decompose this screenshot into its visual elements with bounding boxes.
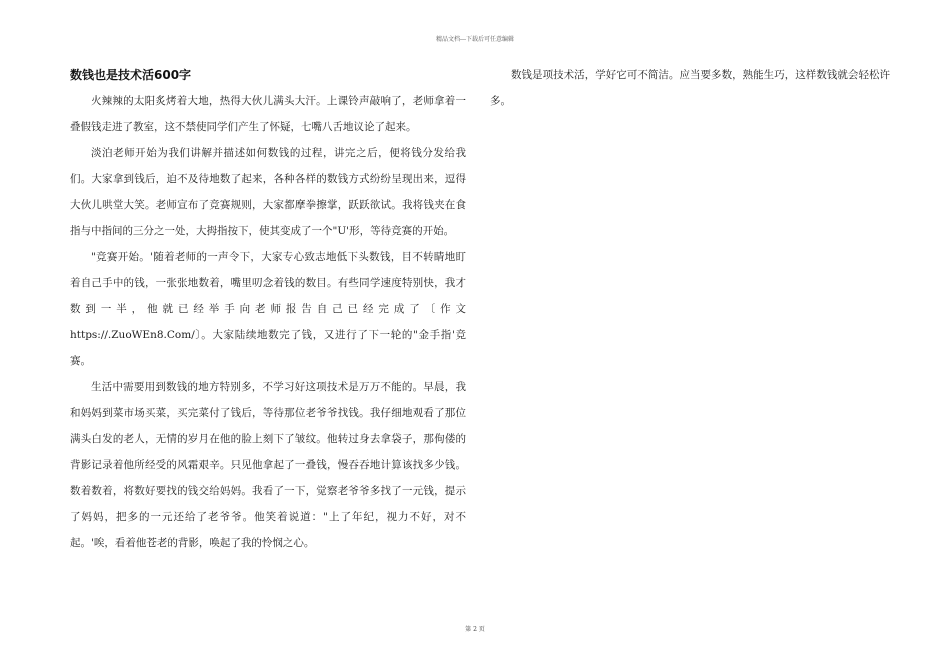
article-title: 数钱也是技术活600字 — [70, 68, 192, 82]
paragraph-2: 淡泊老师开始为我们讲解并描述如何数钱的过程，讲完之后，便将钱分发给我们。大家拿到钱后，迫不及待地数了起来，各种各样的数钱方式纷纷呈现出来，逗得大伙儿哄堂大笑。老师宣布了竞赛规则，大家都摩拳擦掌，跃跃欲试。我将钱夹在食指与中指间的三分之一处，大拇指按下，使其变成了一个"U'形，等待竞赛的开始。 — [70, 147, 466, 237]
paragraph-3: "竞赛开始。'随着老师的一声令下，大家专心致志地低下头数钱，目不转睛地盯着自己手中的钱，一张张地数着，嘴里叨念着钱的数目。有些同学速度特别快，我才数到一半，他就已经举手向老师报告自己已经完成了〔作文https://.ZuoWEn8.Com/〕。大家陆续地数完了钱，又进行了下一轮的"金手指'竞赛。 — [70, 251, 466, 367]
article-right-column — [490, 62, 890, 114]
page-header: 精品文档---下载后可任意编辑 — [435, 36, 515, 43]
article-left-column — [70, 62, 466, 556]
page-number: 第 2 页 — [465, 626, 485, 633]
paragraph-5: 数钱是项技术活，学好它可不简洁。应当要多数，熟能生巧，这样数钱就会轻松许多。 — [490, 69, 890, 107]
paragraph-1: 火辣辣的太阳炙烤着大地，热得大伙儿满头大汗。上课铃声敲响了，老师拿着一叠假钱走进了教室，这不禁使同学们产生了怀疑，七嘴八舌地议论了起来。 — [70, 95, 466, 133]
paragraph-4: 生活中需要用到数钱的地方特别多，不学习好这项技术是万万不能的。早晨，我和妈妈到菜市场买菜，买完菜付了钱后，等待那位老爷爷找钱。我仔细地观看了那位满头白发的老人，无情的岁月在他的脸上刻下了皱纹。他转过身去拿袋子，那佝偻的背影记录着他所经受的风霜艰辛。只见他拿起了一叠钱，慢吞吞地计算该找多少钱。数着数着，将数好要找的钱交给妈妈。我看了一下，觉察老爷爷多找了一元钱，提示了妈妈，把多的一元还给了老爷爷。他笑着说道："上了年纪，视力不好，对不起。'唉，看着他苍老的背影，唤起了我的怜悯之心。 — [70, 381, 466, 549]
